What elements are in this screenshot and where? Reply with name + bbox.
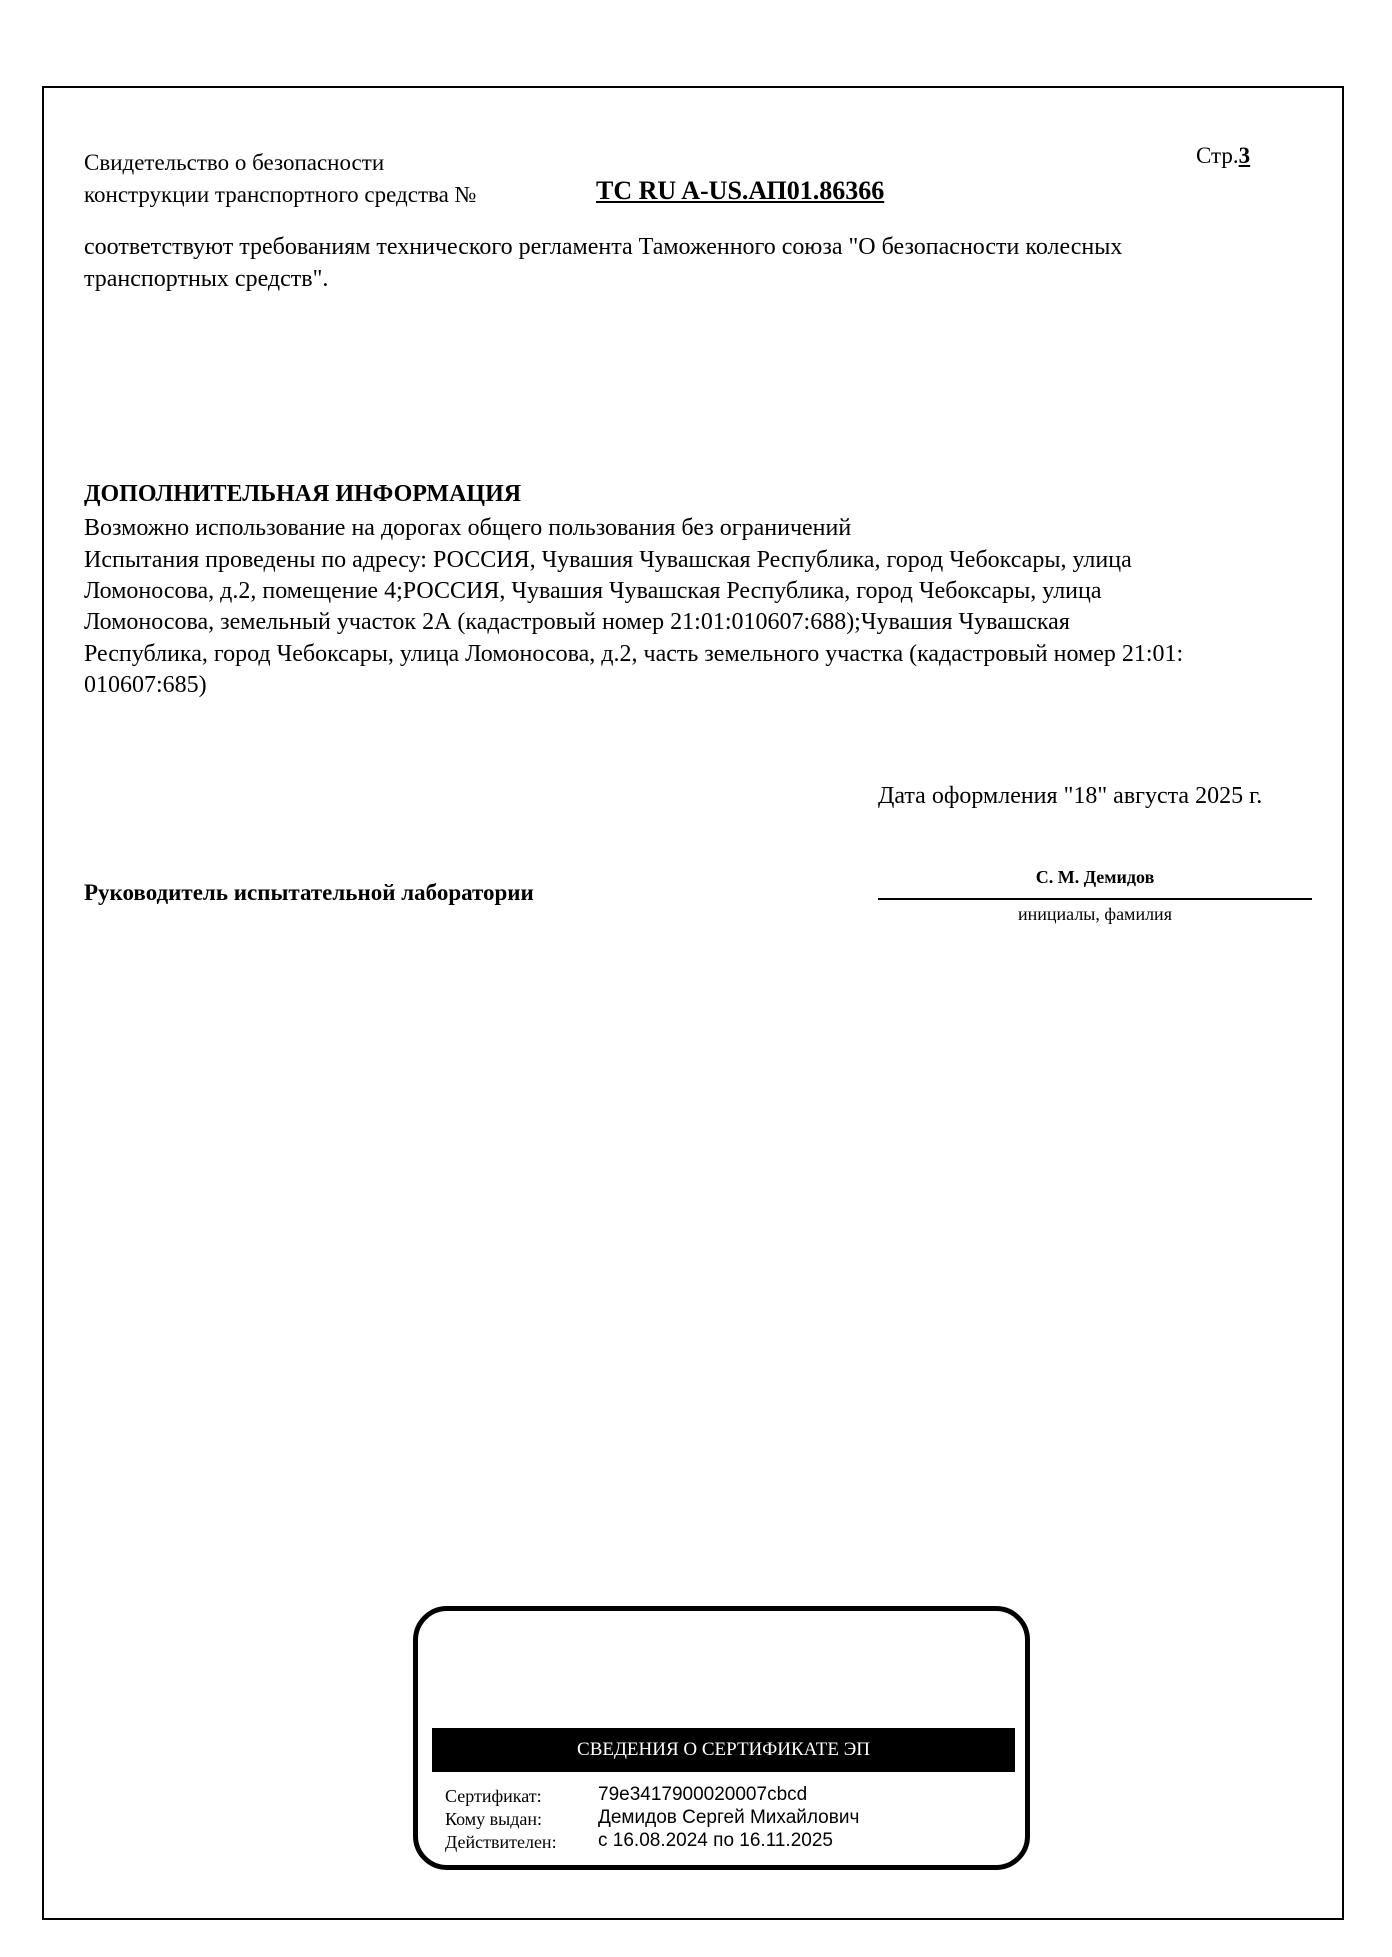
additional-info-line2: Испытания проведены по адресу: РОССИЯ, Чувашия Чувашская Республика, город Чебоксары, улица	[84, 547, 1132, 573]
signature-caption: инициалы, фамилия	[1018, 904, 1172, 924]
page-prefix: Стр.	[1196, 143, 1239, 168]
certificate-title-line2: конструкции транспортного средства №	[84, 182, 477, 207]
valid-label: Действителен:	[445, 1832, 557, 1852]
issue-date: Дата оформления "18" августа 2025 г.	[878, 783, 1263, 809]
additional-info-line5: Республика, город Чебоксары, улица Ломоносова, д.2, часть земельного участка (кадастровый номер 21:01:	[84, 641, 1184, 667]
compliance-line2: транспортных средств".	[84, 266, 329, 292]
additional-info-line6: 010607:685)	[84, 672, 207, 698]
e-signature-title: СВЕДЕНИЯ О СЕРТИФИКАТЕ ЭП	[432, 1728, 1015, 1772]
e-signature-stamp	[413, 1606, 1030, 1870]
cert-value: 79e3417900020007cbcd	[598, 1784, 808, 1805]
signature-line	[878, 898, 1312, 900]
valid-value: с 16.08.2024 по 16.11.2025	[598, 1830, 833, 1851]
additional-info-line1: Возможно использование на дорогах общего пользования без ограничений	[84, 515, 852, 541]
signatory-name: С. М. Демидов	[1035, 867, 1155, 887]
page-indicator	[1196, 143, 1250, 169]
issued-to-label: Кому выдан:	[445, 1809, 543, 1829]
additional-info-line4: Ломоносова, земельный участок 2А (кадастровый номер 21:01:010607:688);Чувашия Чувашская	[84, 609, 1070, 635]
signatory-role: Руководитель испытательной лаборатории	[84, 880, 534, 905]
page-number: 3	[1238, 143, 1251, 168]
cert-label: Сертификат:	[445, 1786, 542, 1806]
certificate-number: ТС RU A-US.АП01.86366	[596, 176, 885, 205]
additional-info-title: ДОПОЛНИТЕЛЬНАЯ ИНФОРМАЦИЯ	[84, 481, 522, 507]
additional-info-line3: Ломоносова, д.2, помещение 4;РОССИЯ, Чувашия Чувашская Республика, город Чебоксары, улица	[84, 578, 1102, 604]
certificate-title-line1: Свидетельство о безопасности	[84, 150, 385, 175]
compliance-line1: соответствуют требованиям технического регламента Таможенного союза "О безопасности колесных	[84, 234, 1123, 260]
issued-to-value: Демидов Сергей Михайлович	[598, 1807, 860, 1828]
